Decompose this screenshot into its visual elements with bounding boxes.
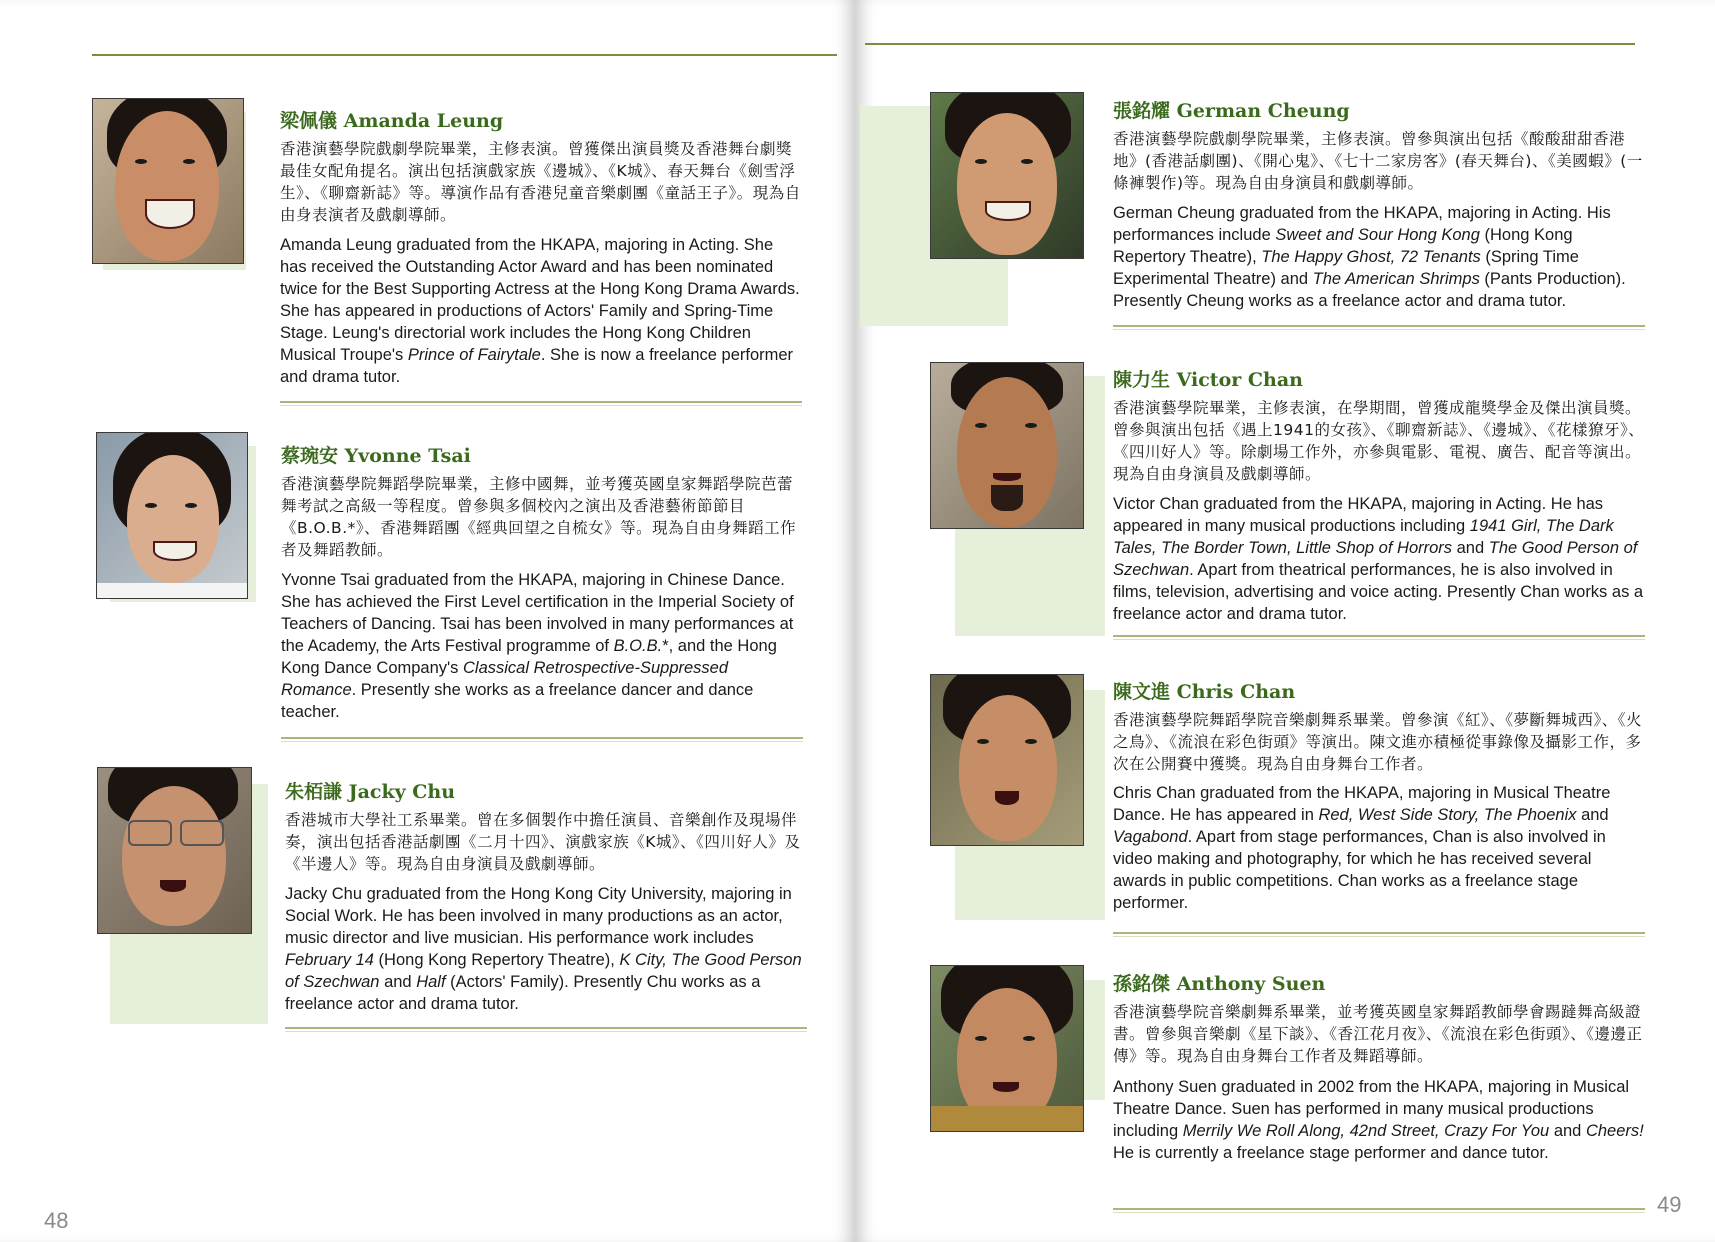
entry-separator: [1113, 1208, 1645, 1210]
top-rule: [92, 54, 837, 56]
entry-bio-chinese: 香港演藝學院音樂劇舞系畢業，並考獲英國皇家舞蹈教師學會踢躂舞高級證書。曾參與音樂劇《星下談》、《香江花月夜》、《流浪在彩色街頭》、《邊邊正傳》等。現為自由身舞台工作者及舞蹈導師。: [1113, 1003, 1643, 1065]
entry-name: 張銘耀 German Cheung: [1113, 100, 1350, 122]
entry-bio-chinese: 香港演藝學院舞蹈學院音樂劇舞系畢業。曾參演《紅》、《夢斷舞城西》、《火之鳥》、《流浪在彩色街頭》等演出。陳文進亦積極從事錄像及攝影工作，多次在公開賽中獲獎。現為自由身舞台工作者。: [1113, 711, 1643, 773]
entry-separator: [281, 737, 803, 739]
entry-name: 梁佩儀 Amanda Leung: [280, 110, 504, 132]
entry-bio-english: German Cheung graduated from the HKAPA, majoring in Acting. His performances include Sweet and Sour Hong Kong (Hong Kong Repertory Theatre), The Happy Ghost, 72 Tenants (Spring Time Experimental Theatre) and The American Shrimps (Pants Production). Presently Cheung works as a freelance actor and drama tutor.: [1113, 204, 1626, 310]
entry-bio-chinese: 香港演藝學院戲劇學院畢業，主修表演。曾參與演出包括《酸酸甜甜香港地》(香港話劇團)、《開心鬼》、《七十二家房客》(春天舞台)、《美國蝦》(一條褲製作)等。現為自由身演員和戲劇導師。: [1113, 130, 1643, 192]
entry-name: 蔡琬安 Yvonne Tsai: [281, 445, 471, 467]
entry-bio-chinese: 香港演藝學院畢業，主修表演，在學期間，曾獲成龍獎學金及傑出演員獎。曾參與演出包括《遇上1941的女孩》、《聊齋新誌》、《邊城》、《花樣獠牙》、《四川好人》等。除劇場工作外，亦參與電影、電視、廣告、配音等演出。現為自由身演員及戲劇導師。: [1113, 399, 1645, 483]
entry-bio-english: Jacky Chu graduated from the Hong Kong City University, majoring in Social Work. He has been involved in many productions as an actor, music director and live musician. His performance work includes February 14 (Hong Kong Repertory Theatre), K City, The Good Person of Szechwan and Half (Actors' Family). Presently Chu works as a freelance actor and drama tutor.: [285, 885, 802, 1013]
entry-separator: [285, 1027, 807, 1029]
entry-bio-chinese: 香港演藝學院舞蹈學院畢業，主修中國舞，並考獲英國皇家舞蹈學院芭蕾舞考試之高級一等程度。曾參與多個校內之演出及香港藝術節節目《B.O.B.*》、香港舞蹈團《經典回望之自梳女》等。現為自由身舞蹈工作者及舞蹈教師。: [281, 475, 797, 559]
entry-bio-english: Anthony Suen graduated in 2002 from the HKAPA, majoring in Musical Theatre Dance. Suen has performed in many musical productions including Merrily We Roll Along, 42nd Street, Crazy For You and Cheers! He is currently a freelance stage performer and dance tutor.: [1113, 1078, 1644, 1162]
right-page: [855, 0, 1715, 1242]
portrait-photo-jacky-chu: [97, 767, 252, 934]
entry-bio-english: Victor Chan graduated from the HKAPA, majoring in Acting. He has appeared in many musical productions including 1941 Girl, The Dark Tales, The Border Town, Little Shop of Horrors and The Good Person of Szechwan. Apart from theatrical performances, he is also involved in films, television, advertising and voice acting. Presently Chan works as a freelance actor and drama tutor.: [1113, 495, 1644, 623]
entry-name: 朱栢謙 Jacky Chu: [285, 781, 456, 803]
page-number: 48: [44, 1208, 69, 1233]
entry-bio-english: Chris Chan graduated from the HKAPA, majoring in Musical Theatre Dance. He has appeared in Red, West Side Story, The Phoenix and Vagabond. Apart from stage performances, Chan is also involved in video making and photography, for which he has received several awards in public competitions. Chan works as a freelance stage performer.: [1113, 784, 1611, 912]
entry-separator: [1113, 325, 1645, 327]
portrait-photo-amanda-leung: [92, 98, 244, 264]
entry-name: 孫銘傑 Anthony Suen: [1113, 973, 1326, 995]
entry-separator: [280, 401, 802, 403]
entry-separator: [1113, 932, 1645, 934]
portrait-photo-victor-chan: [930, 362, 1084, 529]
page-number: 49: [1657, 1192, 1682, 1217]
left-page: [0, 0, 855, 1242]
entry-separator: [1113, 635, 1645, 637]
entry-bio-chinese: 香港城市大學社工系畢業。曾在多個製作中擔任演員、音樂創作及現場伴奏，演出包括香港話劇團《二月十四》、演戲家族《K城》、《四川好人》及《半邊人》等。現為自由身演員及戲劇導師。: [285, 811, 801, 873]
portrait-photo-german-cheung: [930, 92, 1084, 259]
portrait-photo-anthony-suen: [930, 965, 1084, 1132]
entry-bio-english: Yvonne Tsai graduated from the HKAPA, majoring in Chinese Dance. She has achieved the First Level certification in the Imperial Society of Teachers of Dancing. Tsai has been involved in many performances at the Academy, the Arts Festival programme of B.O.B.*, and the Hong Kong Dance Company's Classical Retrospective-Suppressed Romance. Presently she works as a freelance dancer and dance teacher.: [281, 571, 794, 721]
entry-name: 陳力生 Victor Chan: [1113, 369, 1303, 391]
top-rule: [865, 43, 1635, 45]
portrait-photo-chris-chan: [930, 674, 1084, 846]
portrait-photo-yvonne-tsai: [96, 432, 248, 599]
entry-name: 陳文進 Chris Chan: [1113, 681, 1296, 703]
entry-bio-chinese: 香港演藝學院戲劇學院畢業，主修表演。曾獲傑出演員獎及香港舞台劇獎最佳女配角提名。演出包括演戲家族《邊城》、《K城》、春天舞台《劍雪浮生》、《聊齋新誌》等。導演作品有香港兒童音樂劇團《童話王子》。現為自由身表演者及戲劇導師。: [280, 140, 801, 224]
entry-bio-english: Amanda Leung graduated from the HKAPA, majoring in Acting. She has received the Outstanding Actor Award and has been nominated twice for the Best Supporting Actress at the Hong Kong Drama Awards. She has appeared in productions of Actors' Family and Spring-Time Stage. Leung's directorial work includes the Hong Kong Children Musical Troupe's Prince of Fairytale. She is now a freelance performer and drama tutor.: [280, 236, 800, 386]
